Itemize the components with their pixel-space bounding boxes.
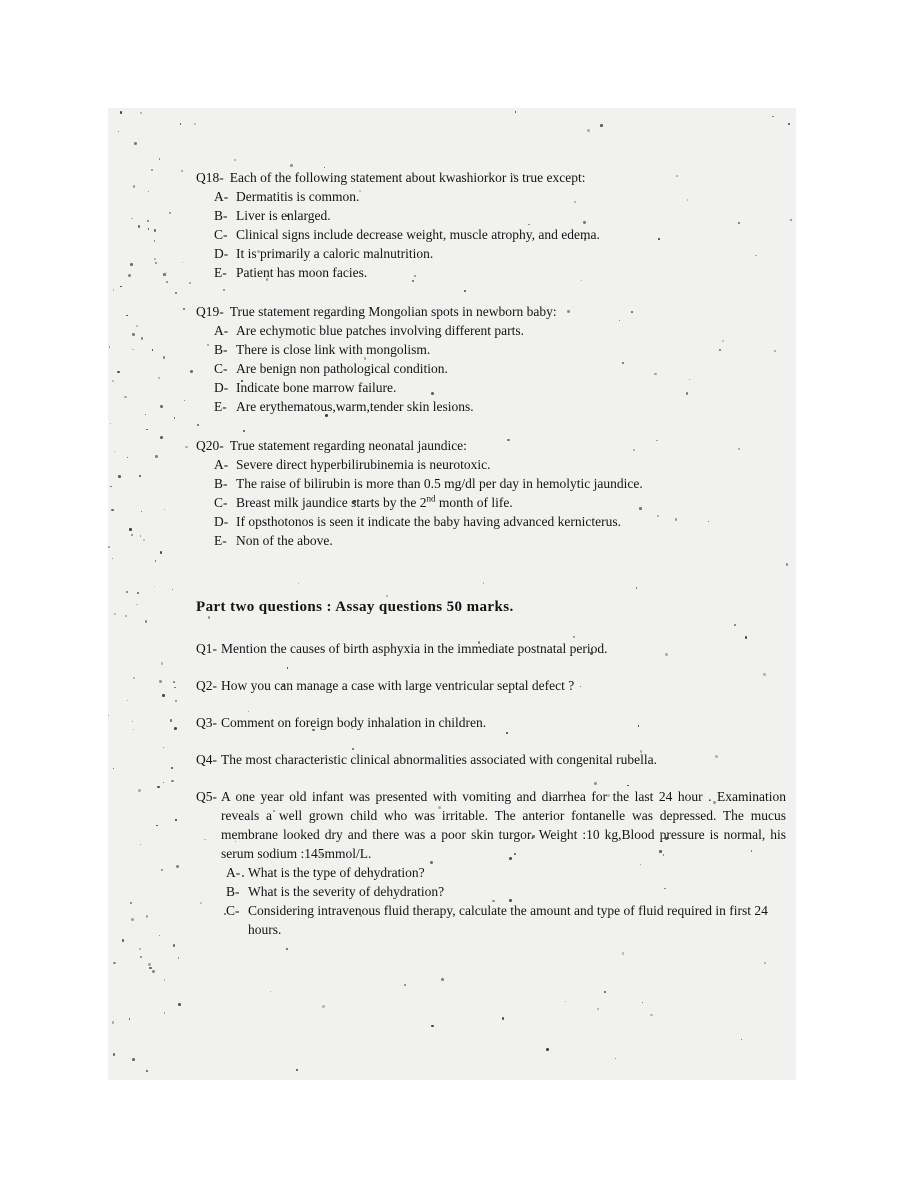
option-text: There is close link with mongolism. (236, 342, 431, 357)
option-d (214, 244, 786, 263)
scan-speck (120, 286, 122, 288)
essay-question-1 (196, 639, 786, 658)
scan-speck (600, 124, 603, 127)
scan-speck (322, 1005, 325, 1008)
scan-speck (126, 591, 128, 593)
scan-speck (160, 551, 162, 553)
scan-speck (164, 979, 166, 981)
scan-speck (154, 258, 156, 260)
scan-speck (175, 700, 177, 702)
scan-speck (132, 1058, 135, 1061)
scan-speck (404, 984, 406, 986)
scan-speck (163, 356, 165, 358)
scan-speck (112, 558, 113, 559)
scan-speck (565, 1001, 566, 1002)
scan-speck (125, 615, 127, 617)
ordinal-superscript: nd (426, 493, 436, 504)
part-two-heading: Part two questions : Assay questions 50 marks. (196, 599, 514, 615)
scan-speck (161, 869, 163, 871)
scan-speck (131, 918, 134, 921)
scan-speck (141, 337, 143, 339)
scan-speck (133, 729, 134, 730)
option-text: It is primarily a caloric malnutrition. (236, 246, 434, 261)
option-text: The raise of bilirubin is more than 0.5 mg/dl per day in hemolytic jaundice. (236, 476, 643, 491)
scan-speck (132, 349, 133, 350)
question-text: A one year old infant was presented with vomiting and diarrhea for the last 24 hour . Examination reveals a well grown child who was irritable. The anterior fontanelle was depressed. The mucus membrane looked dry and there was a poor skin turgor. Weight :10 kg,Blood pressure is normal, his serum sodium :145mmol/L. (221, 789, 786, 861)
sub-question-b (226, 882, 786, 901)
question-stem: Each of the following statement about kwashiorkor is true except: (229, 170, 586, 185)
scan-speck (129, 528, 131, 530)
option-c (214, 225, 786, 244)
option-letter: C- (226, 903, 240, 918)
scan-speck (108, 715, 109, 716)
scan-speck (143, 539, 145, 541)
option-letter: B- (214, 208, 228, 223)
scan-speck (140, 535, 142, 537)
scan-speck (131, 218, 133, 220)
option-text: What is the type of dehydration? (248, 865, 425, 880)
scan-speck (161, 662, 164, 665)
essay-question-5 (196, 787, 786, 939)
scan-speck (786, 563, 789, 566)
scan-speck (133, 185, 136, 188)
option-c (214, 493, 786, 512)
scan-speck (136, 325, 138, 327)
scan-speck (185, 446, 187, 448)
scan-speck (131, 534, 133, 536)
scan-speck (127, 700, 128, 701)
scan-speck (166, 281, 168, 283)
scan-speck (172, 589, 173, 590)
option-a (214, 187, 786, 206)
scan-speck (174, 687, 175, 688)
option-letter: A- (214, 189, 229, 204)
scan-speck (159, 935, 160, 936)
essay-question-2 (196, 676, 786, 695)
option-e (214, 397, 786, 416)
scan-speck (163, 782, 164, 783)
scan-speck (597, 1008, 599, 1010)
option-text-before: Breast milk jaundice starts by the 2 (236, 495, 427, 510)
scan-speck (114, 613, 115, 614)
scan-speck (178, 1003, 181, 1006)
scan-speck (159, 680, 162, 683)
scan-speck (175, 292, 177, 294)
option-list (214, 187, 786, 282)
scan-speck (134, 142, 137, 145)
scan-speck (173, 944, 175, 946)
scan-speck (108, 546, 110, 548)
question-text: Mention the causes of birth asphyxia in the immediate postnatal period. (221, 641, 608, 656)
scan-speck (113, 962, 115, 964)
scan-speck (120, 111, 123, 114)
scan-speck (772, 116, 774, 118)
question-number: Q18- (196, 170, 224, 185)
option-e (214, 263, 786, 282)
option-d (214, 512, 786, 531)
scan-speck (130, 902, 132, 904)
option-c (214, 359, 786, 378)
scan-speck (154, 229, 156, 231)
question-number: Q1- (196, 641, 217, 656)
scan-speck (145, 414, 146, 415)
option-d (214, 378, 786, 397)
question-number: Q4- (196, 752, 217, 767)
scan-speck (118, 131, 119, 132)
option-letter: A- (214, 323, 229, 338)
question-20 (196, 436, 786, 550)
scan-speck (130, 263, 133, 266)
option-text-after: month of life. (435, 495, 513, 510)
scan-speck (113, 768, 115, 770)
option-text: Considering intravenous fluid therapy, calculate the amount and type of fluid required in first 24 hours. (248, 903, 768, 937)
scan-speck (148, 191, 149, 192)
scanned-page (108, 108, 796, 1080)
scan-speck (164, 1012, 165, 1013)
scan-speck (132, 721, 133, 722)
sub-question-c (226, 901, 786, 939)
scan-speck (163, 273, 166, 276)
scan-speck (587, 129, 590, 132)
scan-speck (155, 455, 157, 457)
scan-speck (140, 956, 142, 958)
scan-speck (141, 511, 142, 512)
question-number: Q2- (196, 678, 217, 693)
scan-speck (502, 1017, 505, 1020)
option-letter: B- (214, 476, 228, 491)
option-text: Indicate bone marrow failure. (236, 380, 397, 395)
option-letter: B- (214, 342, 228, 357)
scan-speck (270, 991, 271, 992)
question-text: How you can manage a case with large ventricular septal defect ? (221, 678, 575, 693)
scan-speck (126, 315, 128, 317)
scan-speck (189, 282, 191, 284)
scan-speck (152, 970, 155, 973)
question-number: Q20- (196, 438, 224, 453)
scan-speck (175, 819, 177, 821)
scan-speck (117, 371, 120, 374)
scan-speck (163, 747, 164, 748)
scan-speck (148, 963, 151, 966)
question-stem: True statement regarding neonatal jaundice: (229, 438, 467, 453)
scan-speck (112, 1021, 115, 1024)
scan-speck (174, 417, 176, 419)
option-letter: C- (214, 495, 228, 510)
scan-speck (139, 948, 141, 950)
scan-speck (162, 694, 165, 697)
scan-speck (114, 451, 115, 452)
scan-speck (128, 274, 131, 277)
question-stem: True statement regarding Mongolian spots in newborn baby: (229, 304, 557, 319)
option-text: What is the severity of dehydration? (248, 884, 445, 899)
option-letter: E- (214, 399, 227, 414)
option-text: Are benign non pathological condition. (236, 361, 448, 376)
scan-speck (124, 396, 127, 399)
scan-speck (180, 123, 181, 124)
scan-speck (146, 915, 149, 918)
exam-content (196, 168, 786, 939)
scan-speck (171, 780, 174, 783)
scan-speck (145, 620, 147, 622)
option-letter: B- (226, 884, 240, 899)
scan-speck (286, 948, 288, 950)
option-text: Patient has moon facies. (236, 265, 368, 280)
scan-speck (118, 475, 121, 478)
scan-speck (149, 967, 151, 969)
option-letter: D- (214, 514, 229, 529)
option-list (214, 321, 786, 416)
scan-speck (194, 123, 197, 126)
scan-speck (156, 825, 158, 827)
sub-question-list (226, 863, 786, 939)
scan-speck (146, 1070, 148, 1072)
scan-speck (164, 509, 165, 510)
scan-speck (170, 719, 173, 722)
option-text (236, 493, 513, 512)
question-text: The most characteristic clinical abnormalities associated with congenital rubella. (221, 752, 657, 767)
scan-speck (190, 370, 193, 373)
scan-speck (431, 1025, 433, 1027)
option-text: Liver is enlarged. (236, 208, 331, 223)
scan-speck (110, 486, 111, 487)
scan-speck (129, 1018, 130, 1019)
scan-speck (441, 978, 444, 981)
option-letter: E- (214, 533, 227, 548)
scan-speck (182, 262, 183, 263)
option-letter: A- (214, 457, 229, 472)
option-letter: C- (214, 361, 228, 376)
scan-speck (650, 1014, 652, 1016)
scan-speck (234, 159, 237, 162)
option-list (214, 455, 786, 550)
scan-speck (155, 560, 156, 561)
option-letter: E- (214, 265, 227, 280)
scan-speck (160, 436, 163, 439)
option-text: Clinical signs include decrease weight, muscle atrophy, and edema. (236, 227, 600, 242)
option-text: Severe direct hyperbilirubinemia is neurotoxic. (236, 457, 491, 472)
scan-speck (138, 789, 141, 792)
scan-speck (111, 509, 113, 511)
scan-speck (122, 939, 125, 942)
option-text: If opsthotonos is seen it indicate the baby having advanced kernicterus. (236, 514, 622, 529)
scan-speck (546, 1048, 548, 1050)
option-text: Are erythematous,warm,tender skin lesions. (236, 399, 474, 414)
question-text: Comment on foreign body inhalation in children. (221, 715, 487, 730)
scan-speck (157, 786, 159, 788)
scan-speck (110, 423, 112, 425)
scan-speck (181, 170, 184, 173)
option-e (214, 531, 786, 550)
scan-speck (154, 240, 155, 241)
option-b (214, 474, 786, 493)
scan-speck (139, 475, 141, 477)
scan-speck (151, 169, 153, 171)
scan-speck (109, 346, 110, 347)
scan-speck (642, 1002, 643, 1003)
scan-speck (169, 212, 171, 214)
scan-speck (290, 164, 293, 167)
scan-speck (127, 457, 128, 458)
scan-speck (140, 112, 142, 114)
scan-speck (788, 123, 790, 125)
option-a (214, 455, 786, 474)
scan-speck (113, 289, 115, 291)
sub-question-a (226, 863, 786, 882)
question-number: Q3- (196, 715, 217, 730)
question-19 (196, 302, 786, 416)
scan-speck (113, 1053, 115, 1055)
question-number: Q5- (196, 789, 217, 804)
option-letter: D- (214, 380, 229, 395)
scan-speck (173, 681, 175, 683)
scan-speck (615, 1058, 616, 1059)
scan-speck (159, 158, 161, 160)
scan-speck (171, 767, 173, 769)
scan-speck (112, 380, 114, 382)
option-letter: C- (214, 227, 228, 242)
scan-speck (140, 844, 141, 845)
scan-speck (604, 991, 606, 993)
question-number: Q19- (196, 304, 224, 319)
essay-question-3 (196, 713, 786, 732)
scan-speck (178, 957, 179, 958)
option-b (214, 206, 786, 225)
scan-speck (136, 604, 138, 606)
scan-speck (176, 865, 179, 868)
scan-speck (138, 225, 141, 228)
scan-speck (147, 220, 148, 221)
option-text: Are echymotic blue patches involving different parts. (236, 323, 525, 338)
scan-speck (160, 405, 163, 408)
option-b (214, 340, 786, 359)
scan-speck (152, 349, 153, 350)
scan-speck (155, 262, 157, 264)
scan-speck (764, 962, 766, 964)
option-text: Dermatitis is common. (236, 189, 360, 204)
scan-speck (148, 228, 150, 230)
option-letter: A- (226, 865, 241, 880)
option-letter: D- (214, 246, 229, 261)
scan-speck (296, 1069, 298, 1071)
question-18 (196, 168, 786, 282)
option-a (214, 321, 786, 340)
scan-speck (133, 677, 135, 679)
scan-speck (183, 308, 186, 311)
scan-speck (741, 1039, 742, 1040)
scan-speck (515, 111, 516, 112)
scan-speck (137, 592, 139, 594)
scan-speck (184, 400, 185, 401)
scan-speck (166, 272, 167, 273)
scan-speck (790, 219, 792, 221)
option-text: Non of the above. (236, 533, 333, 548)
scan-speck (158, 377, 160, 379)
scan-speck (132, 333, 134, 335)
essay-question-4 (196, 750, 786, 769)
scan-speck (154, 586, 155, 587)
scan-speck (146, 429, 147, 430)
scan-speck (174, 727, 177, 730)
scan-speck (622, 952, 624, 954)
